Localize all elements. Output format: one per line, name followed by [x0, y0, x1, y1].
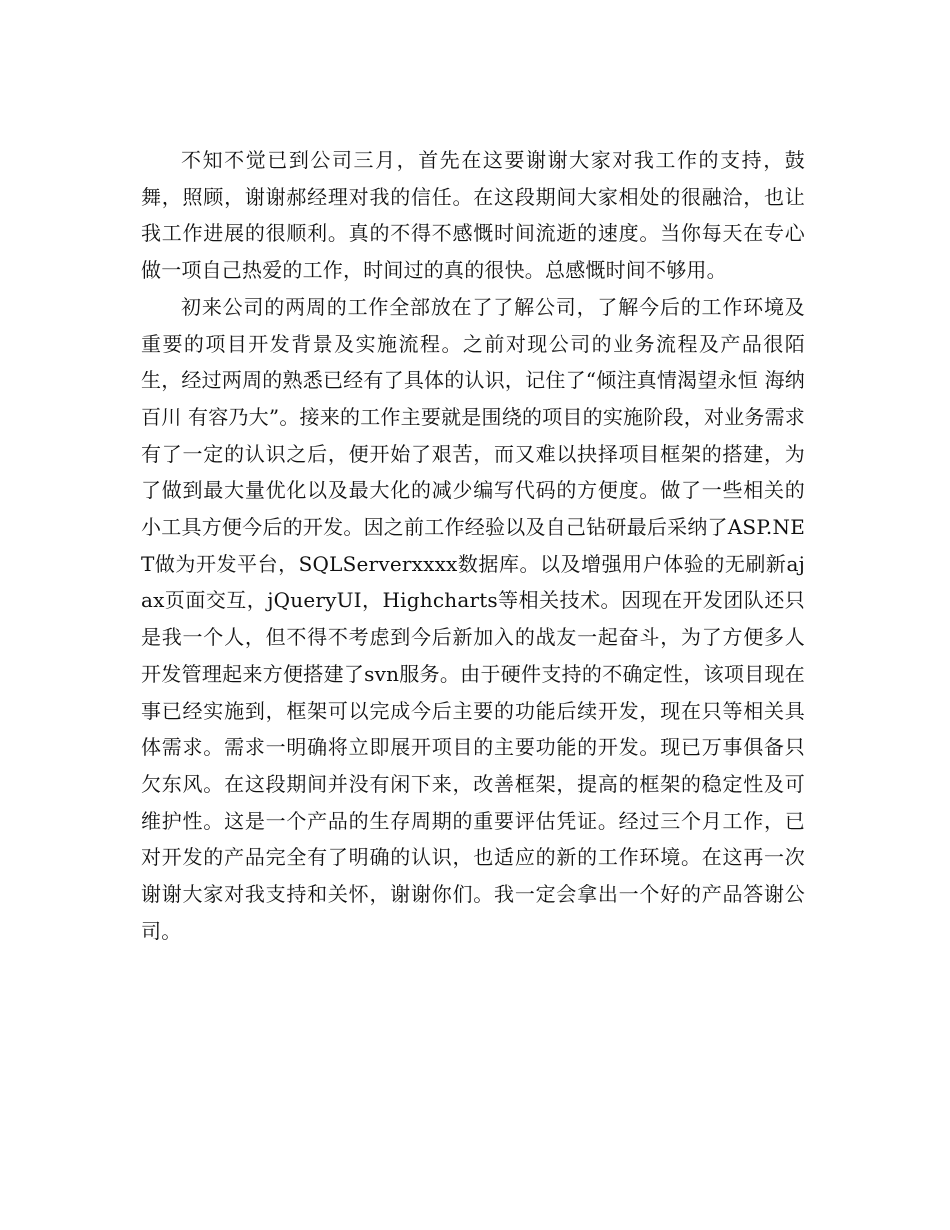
paragraph-2: 初来公司的两周的工作全部放在了了解公司，了解今后的工作环境及重要的项目开发背景及实施流程。之前对现公司的业务流程及产品很陌生，经过两周的熟悉已经有了具体的认识，记住了“倾注真情渴望永恒 海纳百川 有容乃大”。接来的工作主要就是围绕的项目的实施阶段，对业务需求有了一定的认识之后，便开始了艰苦，而又难以抉择项目框架的搭建，为了做到最大量优化以及最大化的减少编写代码的方便度。做了一些相关的小工具方便今后的开发。因之前工作经验以及自己钻研最后采纳了ASP.NET做为开发平台，SQLServerxxxx数据库。以及增强用户体验的无刷新ajax页面交互，jQueryUI，Highcharts等相关技术。因现在开发团队还只是我一个人，但不得不考虑到今后新加入的战友一起奋斗，为了方便多人开发管理起来方便搭建了svn服务。由于硬件支持的不确定性，该项目现在事已经实施到，框架可以完成今后主要的功能后续开发，现在只等相关具体需求。需求一明确将立即展开项目的主要功能的开发。现已万事俱备只欠东风。在这段期间并没有闲下来，改善框架，提高的框架的稳定性及可维护性。这是一个产品的生存周期的重要评估凭证。经过三个月工作，已对开发的产品完全有了明确的认识，也适应的新的工作环境。在这再一次谢谢大家对我支持和关怀，谢谢你们。我一定会拿出一个好的产品答谢公司。	[141, 294, 805, 943]
paragraph-1: 不知不觉已到公司三月，首先在这要谢谢大家对我工作的支持，鼓舞，照顾，谢谢郝经理对我的信任。在这段期间大家相处的很融洽，也让我工作进展的很顺利。真的不得不感慨时间流逝的速度。当你每天在专心做一项自己热爱的工作，时间过的真的很快。总感慨时间不够用。	[141, 148, 805, 283]
document-body	[141, 142, 805, 949]
